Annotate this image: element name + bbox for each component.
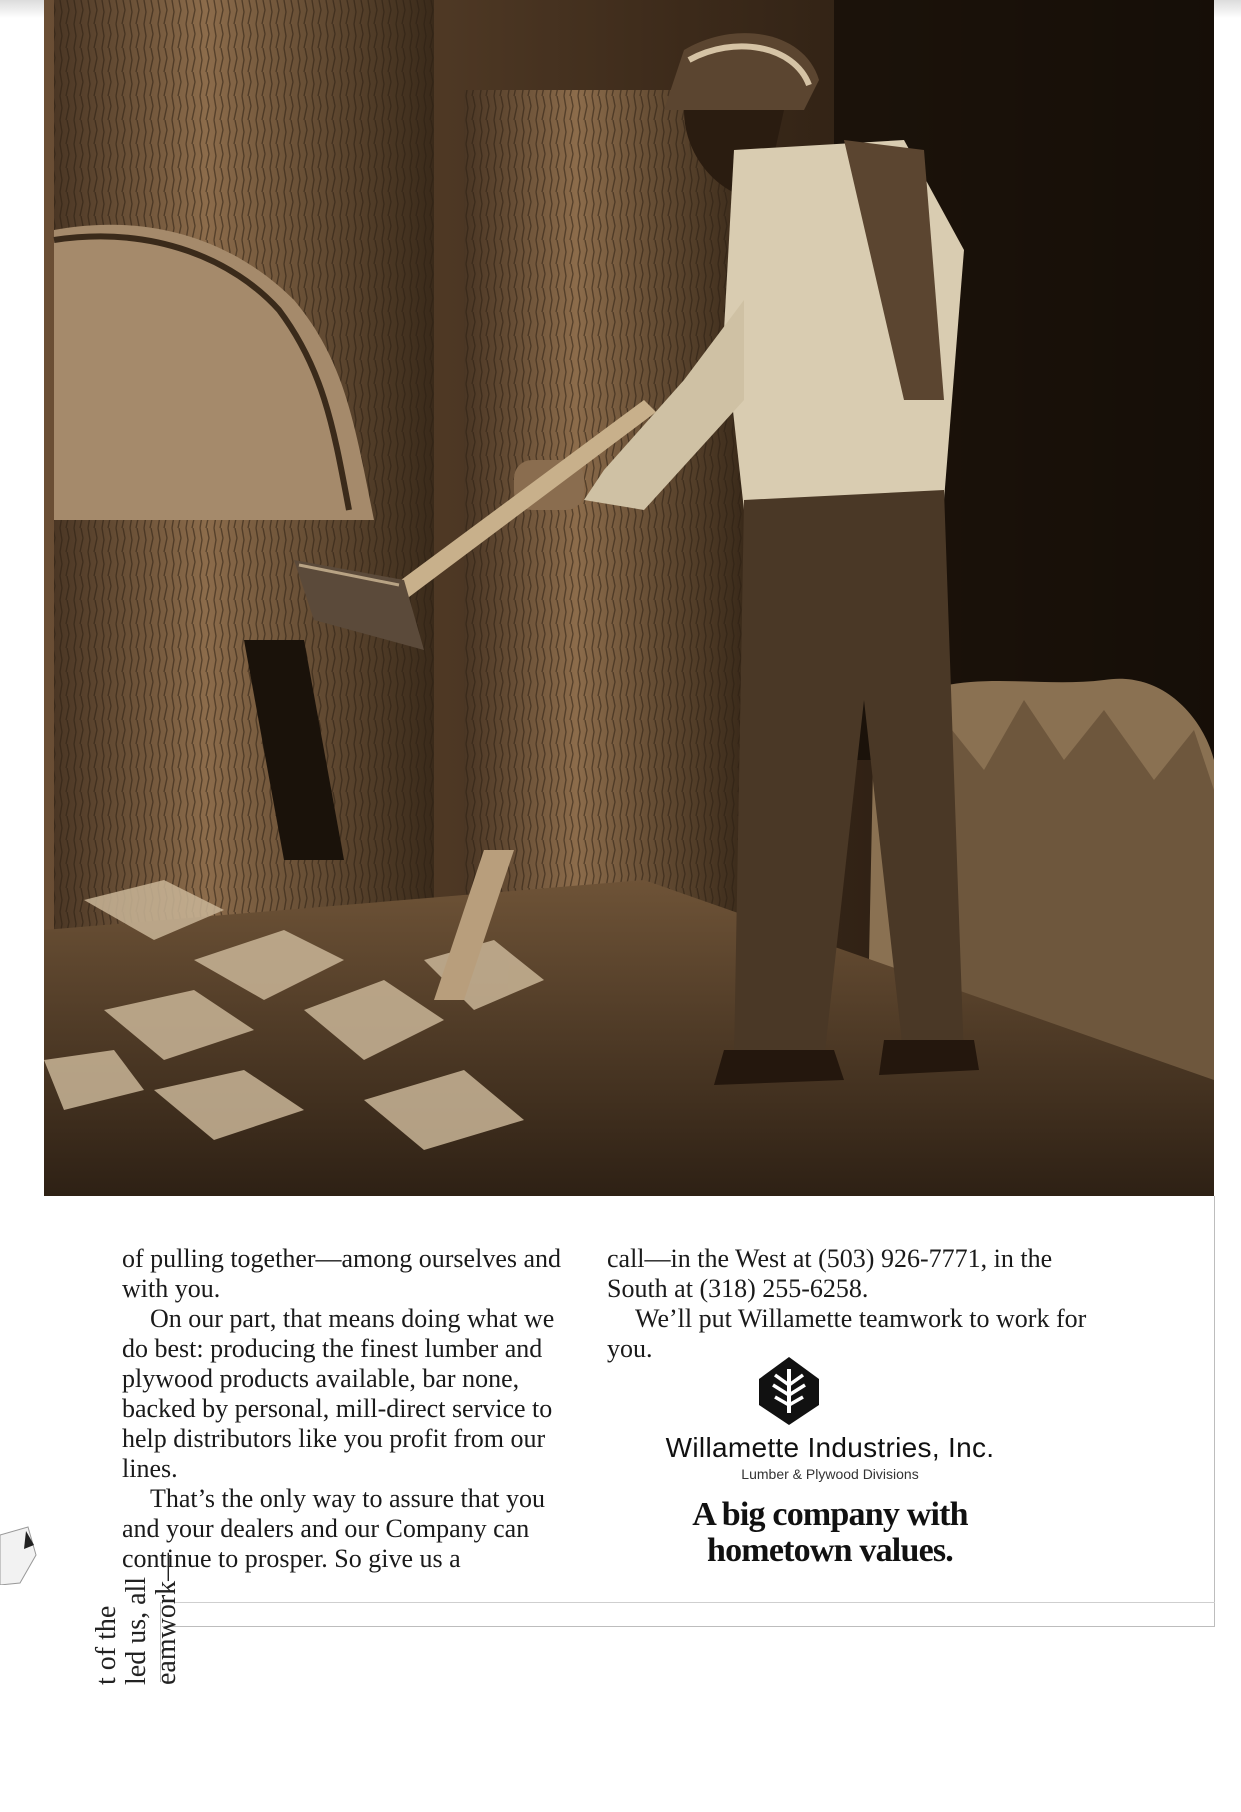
company-name: Willamette Industries, Inc. bbox=[665, 1432, 995, 1463]
willamette-tree-logo-icon bbox=[757, 1355, 821, 1427]
body-paragraph: of pulling together—among ourselves and with you. bbox=[122, 1244, 562, 1303]
body-paragraph: That’s the only way to assure that you and your dealers and our Company can continue to prosper. So give us a bbox=[122, 1484, 545, 1573]
body-copy-left-column bbox=[122, 1244, 582, 1574]
tagline-line: A big company with bbox=[692, 1496, 968, 1533]
company-divisions: Lumber & Plywood Divisions bbox=[741, 1466, 919, 1482]
facing-page-line: led us, all bbox=[121, 1576, 152, 1685]
body-paragraph: call—in the West at (503) 926-7771, in the South at (318) 255-6258. bbox=[607, 1244, 1053, 1303]
lumberjack-photo bbox=[44, 0, 1214, 1200]
lumberjack-chopping-tree-photo bbox=[44, 0, 1214, 1200]
torn-paper-corner bbox=[0, 1525, 40, 1585]
facing-page-line: eamwork— bbox=[151, 1552, 182, 1685]
page-edge-line bbox=[160, 1602, 1215, 1603]
body-paragraph: On our part, that means doing what we do best: producing the finest lumber and plywood products available, bar none, backed by personal, mill-direct service to help distributors like you profit from our lines. bbox=[122, 1304, 555, 1483]
tagline-line: hometown values. bbox=[707, 1532, 953, 1569]
facing-page-text bbox=[92, 1553, 182, 1685]
body-copy-right-column bbox=[607, 1244, 1097, 1364]
body-paragraph: We’ll put Willamette teamwork to work for you. bbox=[607, 1304, 1087, 1363]
tagline bbox=[600, 1497, 1060, 1569]
facing-page-line: t of the bbox=[91, 1605, 122, 1685]
